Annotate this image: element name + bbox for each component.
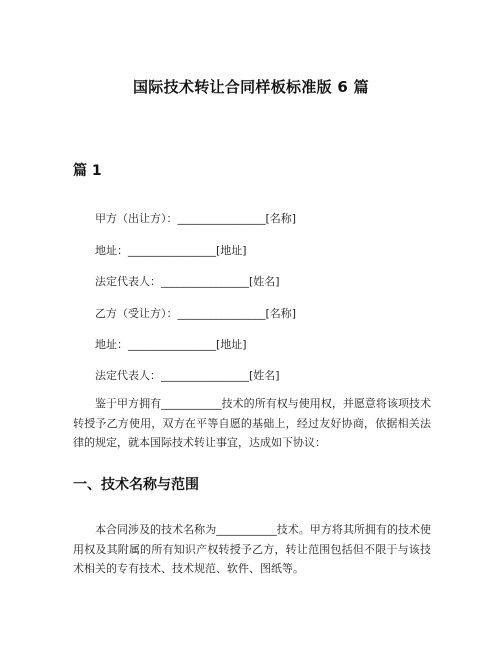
party-a-address-line: 地址：________________[地址] xyxy=(95,244,247,257)
party-a-representative-line: 法定代表人：________________[姓名] xyxy=(95,275,280,288)
party-b-name-line: 乙方（受让方）：________________[名称] xyxy=(95,307,297,320)
party-a-name-line: 甲方（出让方）：________________[名称] xyxy=(95,212,297,225)
section-label: 篇 1 xyxy=(73,163,102,179)
document-title: 国际技术转让合同样板标准版 6 篇 xyxy=(133,78,369,96)
preamble-paragraph: 鉴于甲方拥有___________技术的所有权与使用权，并愿意将该项技术转授予乙方使用，双方在平等自愿的基础上，经过友好协商，依据相关法律的规定，就本国际技术转让事宜，达成如下协议： xyxy=(73,397,431,449)
article-1-heading: 一、技术名称与范围 xyxy=(73,477,199,493)
article-1-paragraph: 本合同涉及的技术名称为___________技术。甲方将其所拥有的技术使用权及其附属的所有知识产权转授予乙方，转让范围包括但不限于与该技术相关的专有技术、技术规范、软件、图纸等。 xyxy=(73,523,431,575)
party-b-address-line: 地址：________________[地址] xyxy=(95,338,247,351)
party-b-representative-line: 法定代表人：________________[姓名] xyxy=(95,369,280,382)
